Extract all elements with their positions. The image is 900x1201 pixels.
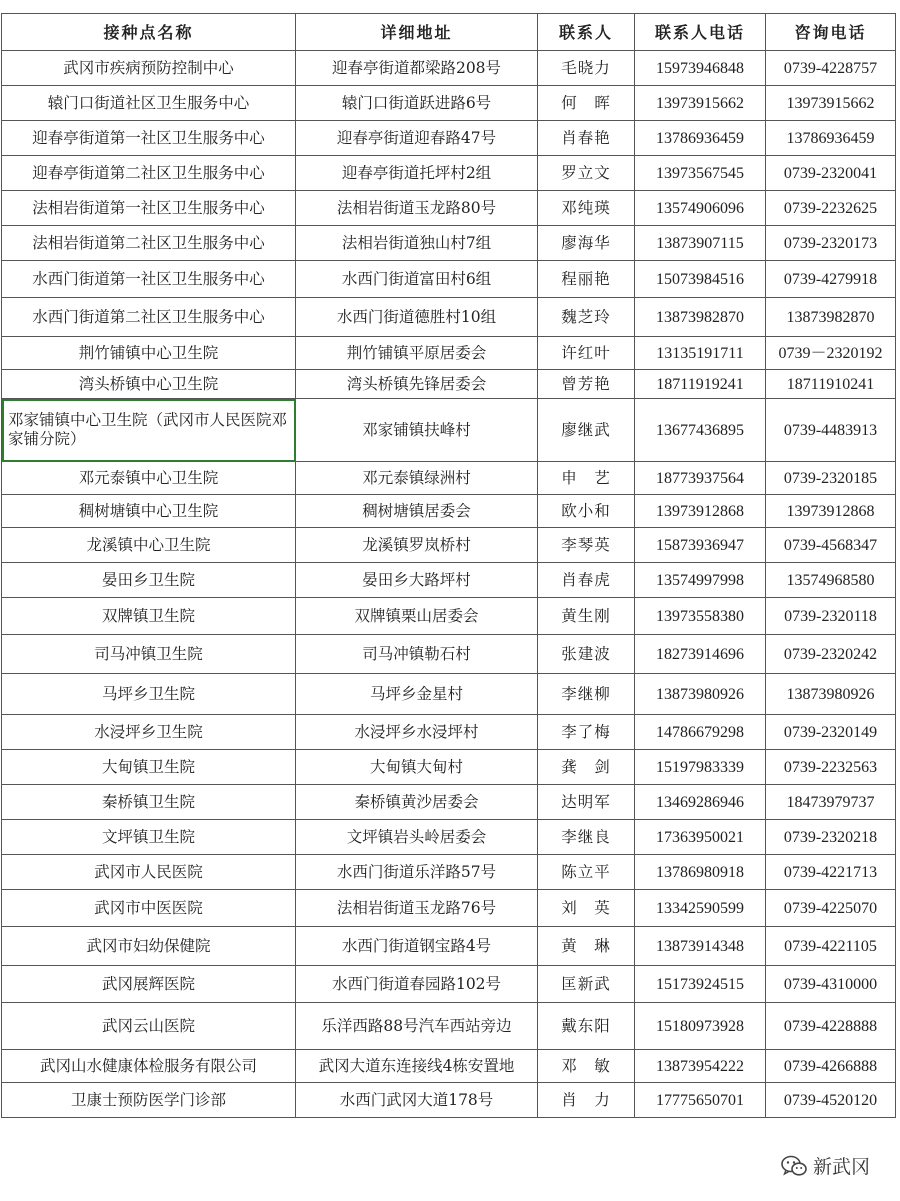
- address-cell: 辕门口街道跃进路6号: [296, 86, 538, 121]
- table-row: [2, 1050, 896, 1083]
- address-cell: 文坪镇岩头岭居委会: [296, 820, 538, 855]
- site-name-cell: 武冈展辉医院: [2, 966, 296, 1003]
- consult-phone-cell: 0739-4520120: [766, 1083, 896, 1118]
- table-row: [2, 1003, 896, 1050]
- table-row: [2, 495, 896, 528]
- address-cell: 乐洋西路88号汽车西站旁边: [296, 1003, 538, 1050]
- watermark-text: 新武冈: [812, 1156, 870, 1178]
- header-contact-phone: 联系人电话: [635, 14, 766, 51]
- contact-phone-cell: 13873980926: [635, 674, 766, 715]
- consult-phone-cell: 0739-2320149: [766, 715, 896, 750]
- table-row: [2, 337, 896, 370]
- header-contact: 联系人: [538, 14, 635, 51]
- contact-cell: 肖 力: [538, 1083, 635, 1118]
- site-name-cell: 辕门口街道社区卫生服务中心: [2, 86, 296, 121]
- table-row: [2, 86, 896, 121]
- contact-phone-cell: 13973912868: [635, 495, 766, 528]
- table-row: [2, 226, 896, 261]
- site-name-cell: 武冈市疾病预防控制中心: [2, 51, 296, 86]
- consult-phone-cell: 0739-2232625: [766, 191, 896, 226]
- address-cell: 法相岩街道玉龙路80号: [296, 191, 538, 226]
- address-cell: 水西门武冈大道178号: [296, 1083, 538, 1118]
- site-name-cell: 武冈云山医院: [2, 1003, 296, 1050]
- contact-phone-cell: 14786679298: [635, 715, 766, 750]
- contact-phone-cell: 18711919241: [635, 370, 766, 399]
- table-row: [2, 298, 896, 337]
- contact-phone-cell: 13973567545: [635, 156, 766, 191]
- table-body: [2, 51, 896, 1118]
- table-row: [2, 563, 896, 598]
- contact-cell: 李了梅: [538, 715, 635, 750]
- consult-phone-cell: 0739-4228888: [766, 1003, 896, 1050]
- contact-cell: 达明军: [538, 785, 635, 820]
- table-row: [2, 121, 896, 156]
- consult-phone-cell: 0739-2320185: [766, 462, 896, 495]
- contact-phone-cell: 13873954222: [635, 1050, 766, 1083]
- consult-phone-cell: 0739－2320192: [766, 337, 896, 370]
- site-name-cell: 法相岩街道第一社区卫生服务中心: [2, 191, 296, 226]
- address-cell: 马坪乡金星村: [296, 674, 538, 715]
- table-row: [2, 890, 896, 927]
- address-cell: 水西门街道乐洋路57号: [296, 855, 538, 890]
- site-name-cell: 迎春亭街道第一社区卫生服务中心: [2, 121, 296, 156]
- contact-cell: 张建波: [538, 635, 635, 674]
- contact-cell: 申 艺: [538, 462, 635, 495]
- address-cell: 龙溪镇罗岚桥村: [296, 528, 538, 563]
- contact-phone-cell: 13677436895: [635, 399, 766, 462]
- table-row: [2, 635, 896, 674]
- contact-phone-cell: 15873936947: [635, 528, 766, 563]
- address-cell: 荆竹铺镇平原居委会: [296, 337, 538, 370]
- contact-phone-cell: 15173924515: [635, 966, 766, 1003]
- contact-phone-cell: 13873907115: [635, 226, 766, 261]
- site-name-cell: 双牌镇卫生院: [2, 598, 296, 635]
- table-row: [2, 927, 896, 966]
- site-name-cell: 龙溪镇中心卫生院: [2, 528, 296, 563]
- table-row: [2, 156, 896, 191]
- contact-phone-cell: 13973915662: [635, 86, 766, 121]
- site-name-cell: 法相岩街道第二社区卫生服务中心: [2, 226, 296, 261]
- contact-phone-cell: 13873982870: [635, 298, 766, 337]
- consult-phone-cell: 0739-4310000: [766, 966, 896, 1003]
- contact-phone-cell: 17775650701: [635, 1083, 766, 1118]
- address-cell: 稠树塘镇居委会: [296, 495, 538, 528]
- table-row: [2, 370, 896, 399]
- site-name-cell: 水西门街道第一社区卫生服务中心: [2, 261, 296, 298]
- header-site-name: 接种点名称: [2, 14, 296, 51]
- site-name-cell: 荆竹铺镇中心卫生院: [2, 337, 296, 370]
- site-name-cell: 迎春亭街道第二社区卫生服务中心: [2, 156, 296, 191]
- contact-cell: 刘 英: [538, 890, 635, 927]
- site-name-cell: 秦桥镇卫生院: [2, 785, 296, 820]
- consult-phone-cell: 0739-2320218: [766, 820, 896, 855]
- table-row: [2, 674, 896, 715]
- contact-cell: 李继良: [538, 820, 635, 855]
- consult-phone-cell: 0739-2232563: [766, 750, 896, 785]
- table-row: [2, 51, 896, 86]
- consult-phone-cell: 0739-2320118: [766, 598, 896, 635]
- address-cell: 迎春亭街道迎春路47号: [296, 121, 538, 156]
- site-name-cell: 武冈市妇幼保健院: [2, 927, 296, 966]
- site-name-cell: 邓元泰镇中心卫生院: [2, 462, 296, 495]
- contact-cell: 肖春虎: [538, 563, 635, 598]
- contact-cell: 许红叶: [538, 337, 635, 370]
- contact-phone-cell: 13786980918: [635, 855, 766, 890]
- contact-phone-cell: 15073984516: [635, 261, 766, 298]
- site-name-cell: 卫康士预防医学门诊部: [2, 1083, 296, 1118]
- table-row: [2, 191, 896, 226]
- site-name-cell: 晏田乡卫生院: [2, 563, 296, 598]
- table-row: [2, 855, 896, 890]
- address-cell: 大甸镇大甸村: [296, 750, 538, 785]
- contact-phone-cell: 13135191711: [635, 337, 766, 370]
- consult-phone-cell: 0739-4225070: [766, 890, 896, 927]
- table-row: [2, 820, 896, 855]
- site-name-cell: 武冈市人民医院: [2, 855, 296, 890]
- table-row: [2, 785, 896, 820]
- header-consult-phone: 咨询电话: [766, 14, 896, 51]
- contact-cell: 邓纯瑛: [538, 191, 635, 226]
- table-row: [2, 715, 896, 750]
- site-name-cell: 文坪镇卫生院: [2, 820, 296, 855]
- address-cell: 晏田乡大路坪村: [296, 563, 538, 598]
- consult-phone-cell: 0739-2320041: [766, 156, 896, 191]
- site-name-cell: 水浸坪乡卫生院: [2, 715, 296, 750]
- consult-phone-cell: 0739-4266888: [766, 1050, 896, 1083]
- contact-phone-cell: 13574906096: [635, 191, 766, 226]
- contact-cell: 何 晖: [538, 86, 635, 121]
- contact-cell: 罗立文: [538, 156, 635, 191]
- consult-phone-cell: 0739-4221713: [766, 855, 896, 890]
- address-cell: 法相岩街道独山村7组: [296, 226, 538, 261]
- address-cell: 双牌镇栗山居委会: [296, 598, 538, 635]
- contact-cell: 肖春艳: [538, 121, 635, 156]
- consult-phone-cell: 13873982870: [766, 298, 896, 337]
- contact-cell: 陈立平: [538, 855, 635, 890]
- consult-phone-cell: 0739-2320242: [766, 635, 896, 674]
- contact-phone-cell: 17363950021: [635, 820, 766, 855]
- address-cell: 武冈大道东连接线4栋安置地: [296, 1050, 538, 1083]
- table-row: [2, 750, 896, 785]
- contact-cell: 李继柳: [538, 674, 635, 715]
- address-cell: 湾头桥镇先锋居委会: [296, 370, 538, 399]
- address-cell: 水浸坪乡水浸坪村: [296, 715, 538, 750]
- address-cell: 邓元泰镇绿洲村: [296, 462, 538, 495]
- contact-cell: 毛晓力: [538, 51, 635, 86]
- address-cell: 水西门街道钢宝路4号: [296, 927, 538, 966]
- table-row: [2, 598, 896, 635]
- contact-phone-cell: 15197983339: [635, 750, 766, 785]
- consult-phone-cell: 18473979737: [766, 785, 896, 820]
- table-row: [2, 966, 896, 1003]
- consult-phone-cell: 0739-2320173: [766, 226, 896, 261]
- site-name-cell: 武冈市中医医院: [2, 890, 296, 927]
- table-row: [2, 399, 896, 462]
- contact-cell: 欧小和: [538, 495, 635, 528]
- header-address: 详细地址: [296, 14, 538, 51]
- consult-phone-cell: 13973912868: [766, 495, 896, 528]
- contact-phone-cell: 13873914348: [635, 927, 766, 966]
- consult-phone-cell: 13574968580: [766, 563, 896, 598]
- consult-phone-cell: 0739-4228757: [766, 51, 896, 86]
- table-row: [2, 462, 896, 495]
- contact-phone-cell: 13973558380: [635, 598, 766, 635]
- site-name-cell: 湾头桥镇中心卫生院: [2, 370, 296, 399]
- address-cell: 邓家铺镇扶峰村: [296, 399, 538, 462]
- contact-phone-cell: 18773937564: [635, 462, 766, 495]
- table-row: [2, 528, 896, 563]
- contact-cell: 邓 敏: [538, 1050, 635, 1083]
- address-cell: 迎春亭街道都梁路208号: [296, 51, 538, 86]
- site-name-cell: 马坪乡卫生院: [2, 674, 296, 715]
- contact-cell: 匡新武: [538, 966, 635, 1003]
- table-row: [2, 261, 896, 298]
- table-header-row: [2, 14, 896, 51]
- consult-phone-cell: 18711910241: [766, 370, 896, 399]
- watermark: [781, 1152, 870, 1179]
- contact-cell: 龚 剑: [538, 750, 635, 785]
- address-cell: 水西门街道富田村6组: [296, 261, 538, 298]
- contact-cell: 程丽艳: [538, 261, 635, 298]
- contact-cell: 黄生刚: [538, 598, 635, 635]
- table-row: [2, 1083, 896, 1118]
- contact-phone-cell: 15973946848: [635, 51, 766, 86]
- address-cell: 秦桥镇黄沙居委会: [296, 785, 538, 820]
- wechat-icon: [781, 1155, 807, 1177]
- consult-phone-cell: 13873980926: [766, 674, 896, 715]
- contact-cell: 黄 琳: [538, 927, 635, 966]
- contact-phone-cell: 18273914696: [635, 635, 766, 674]
- vaccination-sites-table: [1, 13, 896, 1118]
- contact-cell: 戴东阳: [538, 1003, 635, 1050]
- site-name-cell: 邓家铺镇中心卫生院（武冈市人民医院邓家铺分院）: [2, 399, 296, 462]
- site-name-cell: 大甸镇卫生院: [2, 750, 296, 785]
- address-cell: 水西门街道春园路102号: [296, 966, 538, 1003]
- consult-phone-cell: 0739-4568347: [766, 528, 896, 563]
- consult-phone-cell: 0739-4279918: [766, 261, 896, 298]
- site-name-cell: 司马冲镇卫生院: [2, 635, 296, 674]
- contact-cell: 曾芳艳: [538, 370, 635, 399]
- address-cell: 法相岩街道玉龙路76号: [296, 890, 538, 927]
- address-cell: 迎春亭街道托坪村2组: [296, 156, 538, 191]
- contact-cell: 李琴英: [538, 528, 635, 563]
- site-name-cell: 武冈山水健康体检服务有限公司: [2, 1050, 296, 1083]
- site-name-cell: 水西门街道第二社区卫生服务中心: [2, 298, 296, 337]
- consult-phone-cell: 13973915662: [766, 86, 896, 121]
- contact-cell: 廖继武: [538, 399, 635, 462]
- contact-cell: 廖海华: [538, 226, 635, 261]
- consult-phone-cell: 0739-4483913: [766, 399, 896, 462]
- address-cell: 司马冲镇勒石村: [296, 635, 538, 674]
- contact-phone-cell: 13469286946: [635, 785, 766, 820]
- address-cell: 水西门街道德胜村10组: [296, 298, 538, 337]
- contact-phone-cell: 13574997998: [635, 563, 766, 598]
- contact-phone-cell: 13342590599: [635, 890, 766, 927]
- contact-phone-cell: 15180973928: [635, 1003, 766, 1050]
- consult-phone-cell: 13786936459: [766, 121, 896, 156]
- site-name-cell: 稠树塘镇中心卫生院: [2, 495, 296, 528]
- contact-cell: 魏芝玲: [538, 298, 635, 337]
- contact-phone-cell: 13786936459: [635, 121, 766, 156]
- consult-phone-cell: 0739-4221105: [766, 927, 896, 966]
